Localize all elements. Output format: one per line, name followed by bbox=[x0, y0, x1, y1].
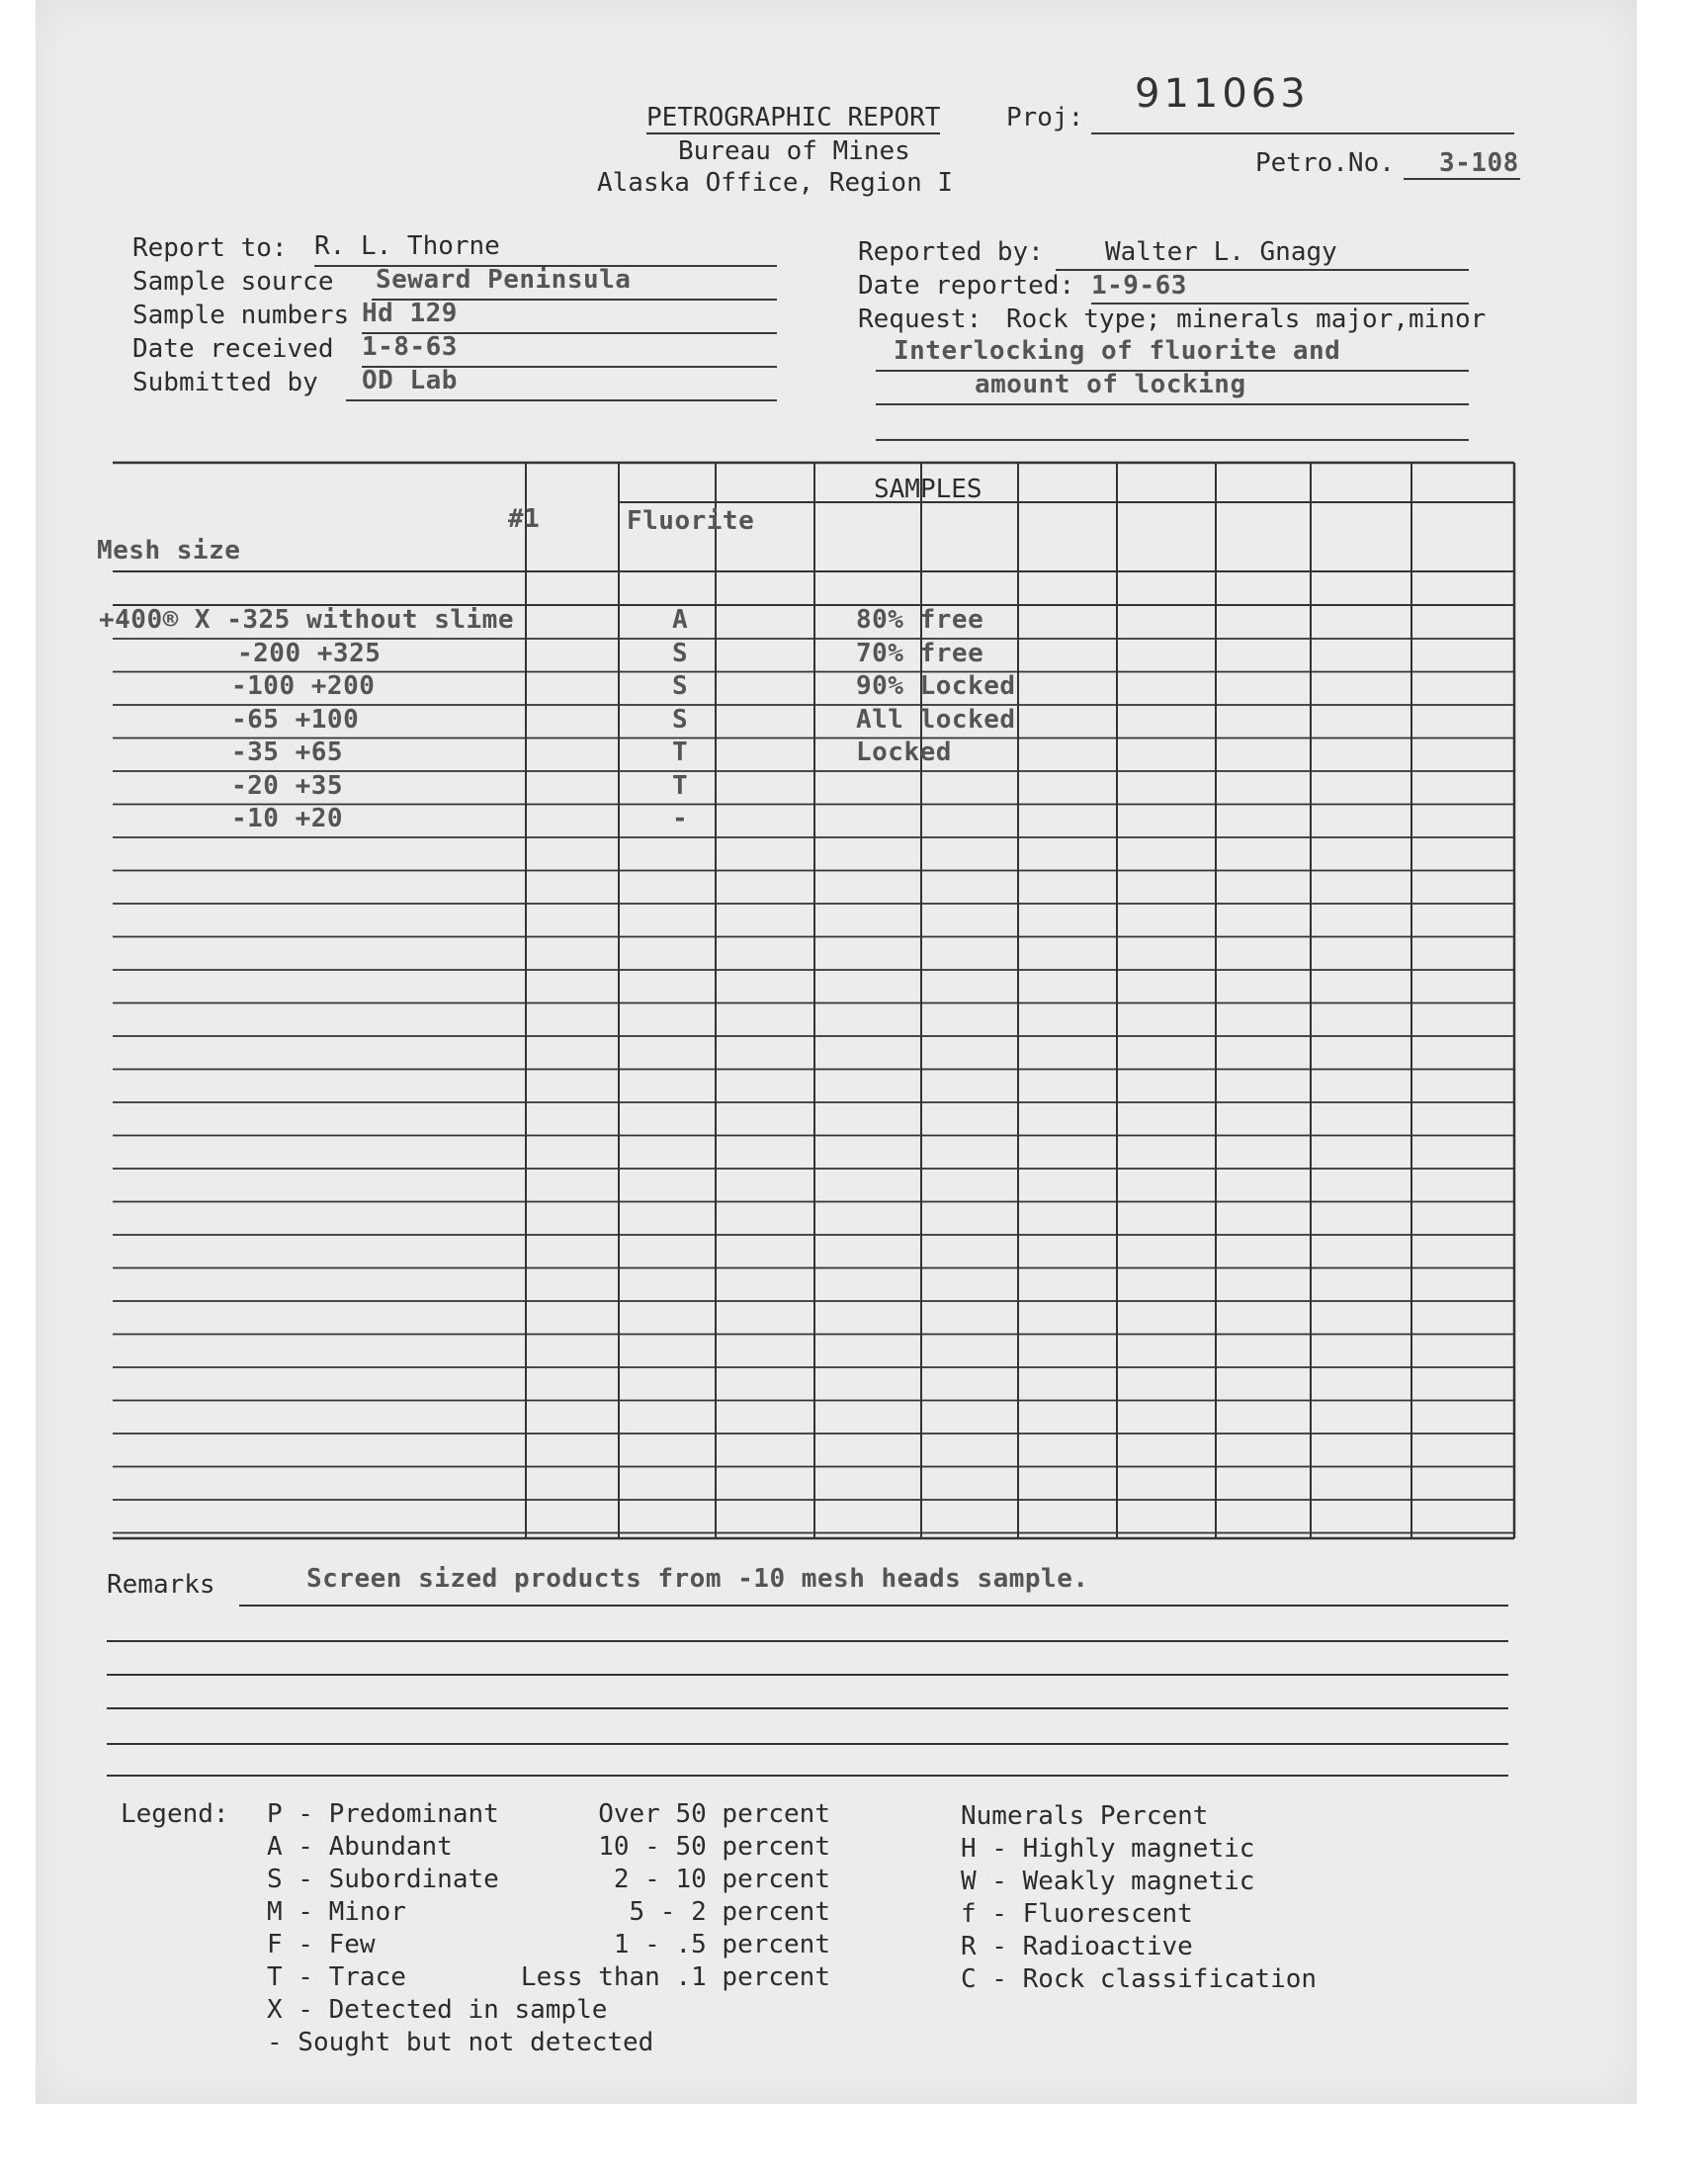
request-text: Rock type; minerals major,minor bbox=[1006, 304, 1487, 334]
petro-number: 3-108 bbox=[1439, 148, 1519, 178]
reported-by-value: Walter L. Gnagy bbox=[1105, 237, 1337, 267]
locking-note-cell: 90% Locked bbox=[856, 671, 1016, 701]
locking-note-cell: 80% free bbox=[856, 605, 984, 635]
locking-note-cell: All locked bbox=[856, 704, 1016, 735]
proj-number: 911063 bbox=[1135, 71, 1310, 117]
fluorite-grade-cell: S bbox=[672, 638, 689, 668]
fluorite-grade-cell: T bbox=[672, 770, 689, 801]
legend-code: M - Minor bbox=[267, 1897, 406, 1927]
locking-note-cell: 70% free bbox=[856, 638, 984, 668]
remarks-text: Screen sized products from -10 mesh heads sample. bbox=[306, 1564, 1089, 1594]
legend-right-item: C - Rock classification bbox=[961, 1964, 1318, 1994]
legend-code: A - Abundant bbox=[267, 1832, 453, 1862]
mesh-size-cell: -10 +20 bbox=[231, 804, 344, 833]
fluorite-grade-cell: S bbox=[672, 671, 689, 701]
info-label: Date received bbox=[132, 334, 334, 364]
legend-code: X - Detected in sample bbox=[267, 1995, 608, 2025]
legend-right-item: R - Radioactive bbox=[961, 1932, 1193, 1961]
legend-right-item: H - Highly magnetic bbox=[961, 1834, 1255, 1864]
legend-right-item: Numerals Percent bbox=[961, 1801, 1209, 1831]
fluorite-grade-cell: T bbox=[672, 738, 689, 767]
mesh-size-cell: -200 +325 bbox=[237, 638, 382, 668]
legend-range: 5 - 2 percent bbox=[629, 1897, 830, 1927]
petro-label: Petro.No. bbox=[1255, 148, 1395, 178]
request-label: Request: bbox=[858, 304, 982, 334]
office-line: Alaska Office, Region I bbox=[597, 168, 954, 198]
legend-code: S - Subordinate bbox=[267, 1865, 499, 1894]
request-line-3: amount of locking bbox=[975, 370, 1246, 399]
info-label: Sample numbers bbox=[132, 301, 350, 330]
legend-code: - Sought but not detected bbox=[267, 2028, 654, 2057]
legend-right-item: f - Fluorescent bbox=[961, 1899, 1193, 1929]
mesh-size-header: Mesh size bbox=[97, 536, 241, 566]
bureau-line: Bureau of Mines bbox=[678, 136, 910, 166]
legend-range: Less than .1 percent bbox=[520, 1962, 830, 1992]
locking-note-cell: Locked bbox=[856, 738, 952, 767]
date-reported-value: 1-9-63 bbox=[1091, 271, 1187, 301]
date-reported-label: Date reported: bbox=[858, 271, 1075, 301]
mesh-size-cell: -100 +200 bbox=[231, 671, 376, 701]
info-value: Hd 129 bbox=[362, 299, 458, 328]
fluorite-grade-cell: - bbox=[672, 804, 689, 833]
info-label: Sample source bbox=[132, 267, 334, 297]
mesh-size-cell: -20 +35 bbox=[231, 770, 344, 801]
column-sample-number: #1 bbox=[508, 504, 541, 534]
legend-range: Over 50 percent bbox=[598, 1799, 830, 1829]
legend-range: 1 - .5 percent bbox=[613, 1930, 830, 1959]
legend-range: 2 - 10 percent bbox=[613, 1865, 830, 1894]
info-label: Submitted by bbox=[132, 368, 318, 397]
info-value: 1-8-63 bbox=[362, 332, 458, 362]
legend-label: Legend: bbox=[121, 1799, 229, 1829]
request-line-2: Interlocking of fluorite and bbox=[894, 336, 1341, 366]
legend-range: 10 - 50 percent bbox=[598, 1832, 830, 1862]
mesh-size-cell: -65 +100 bbox=[231, 704, 360, 735]
info-value: Seward Peninsula bbox=[376, 265, 632, 295]
samples-header: SAMPLES bbox=[874, 475, 982, 504]
info-value: OD Lab bbox=[362, 366, 458, 395]
fluorite-grade-cell: S bbox=[672, 704, 689, 735]
reported-by-label: Reported by: bbox=[858, 237, 1044, 267]
info-label: Report to: bbox=[132, 233, 288, 263]
fluorite-grade-cell: A bbox=[672, 605, 689, 635]
legend-right-item: W - Weakly magnetic bbox=[961, 1867, 1255, 1896]
column-mineral: Fluorite bbox=[627, 506, 755, 536]
legend-code: P - Predominant bbox=[267, 1799, 499, 1829]
legend-code: F - Few bbox=[267, 1930, 376, 1959]
proj-label: Proj: bbox=[1006, 103, 1084, 132]
legend-code: T - Trace bbox=[267, 1962, 406, 1992]
remarks-label: Remarks bbox=[107, 1570, 215, 1600]
mesh-size-cell: -35 +65 bbox=[231, 738, 344, 767]
mesh-size-cell: +400® X -325 without slime bbox=[99, 605, 514, 635]
info-value: R. L. Thorne bbox=[314, 231, 500, 261]
report-title: PETROGRAPHIC REPORT bbox=[646, 103, 941, 132]
